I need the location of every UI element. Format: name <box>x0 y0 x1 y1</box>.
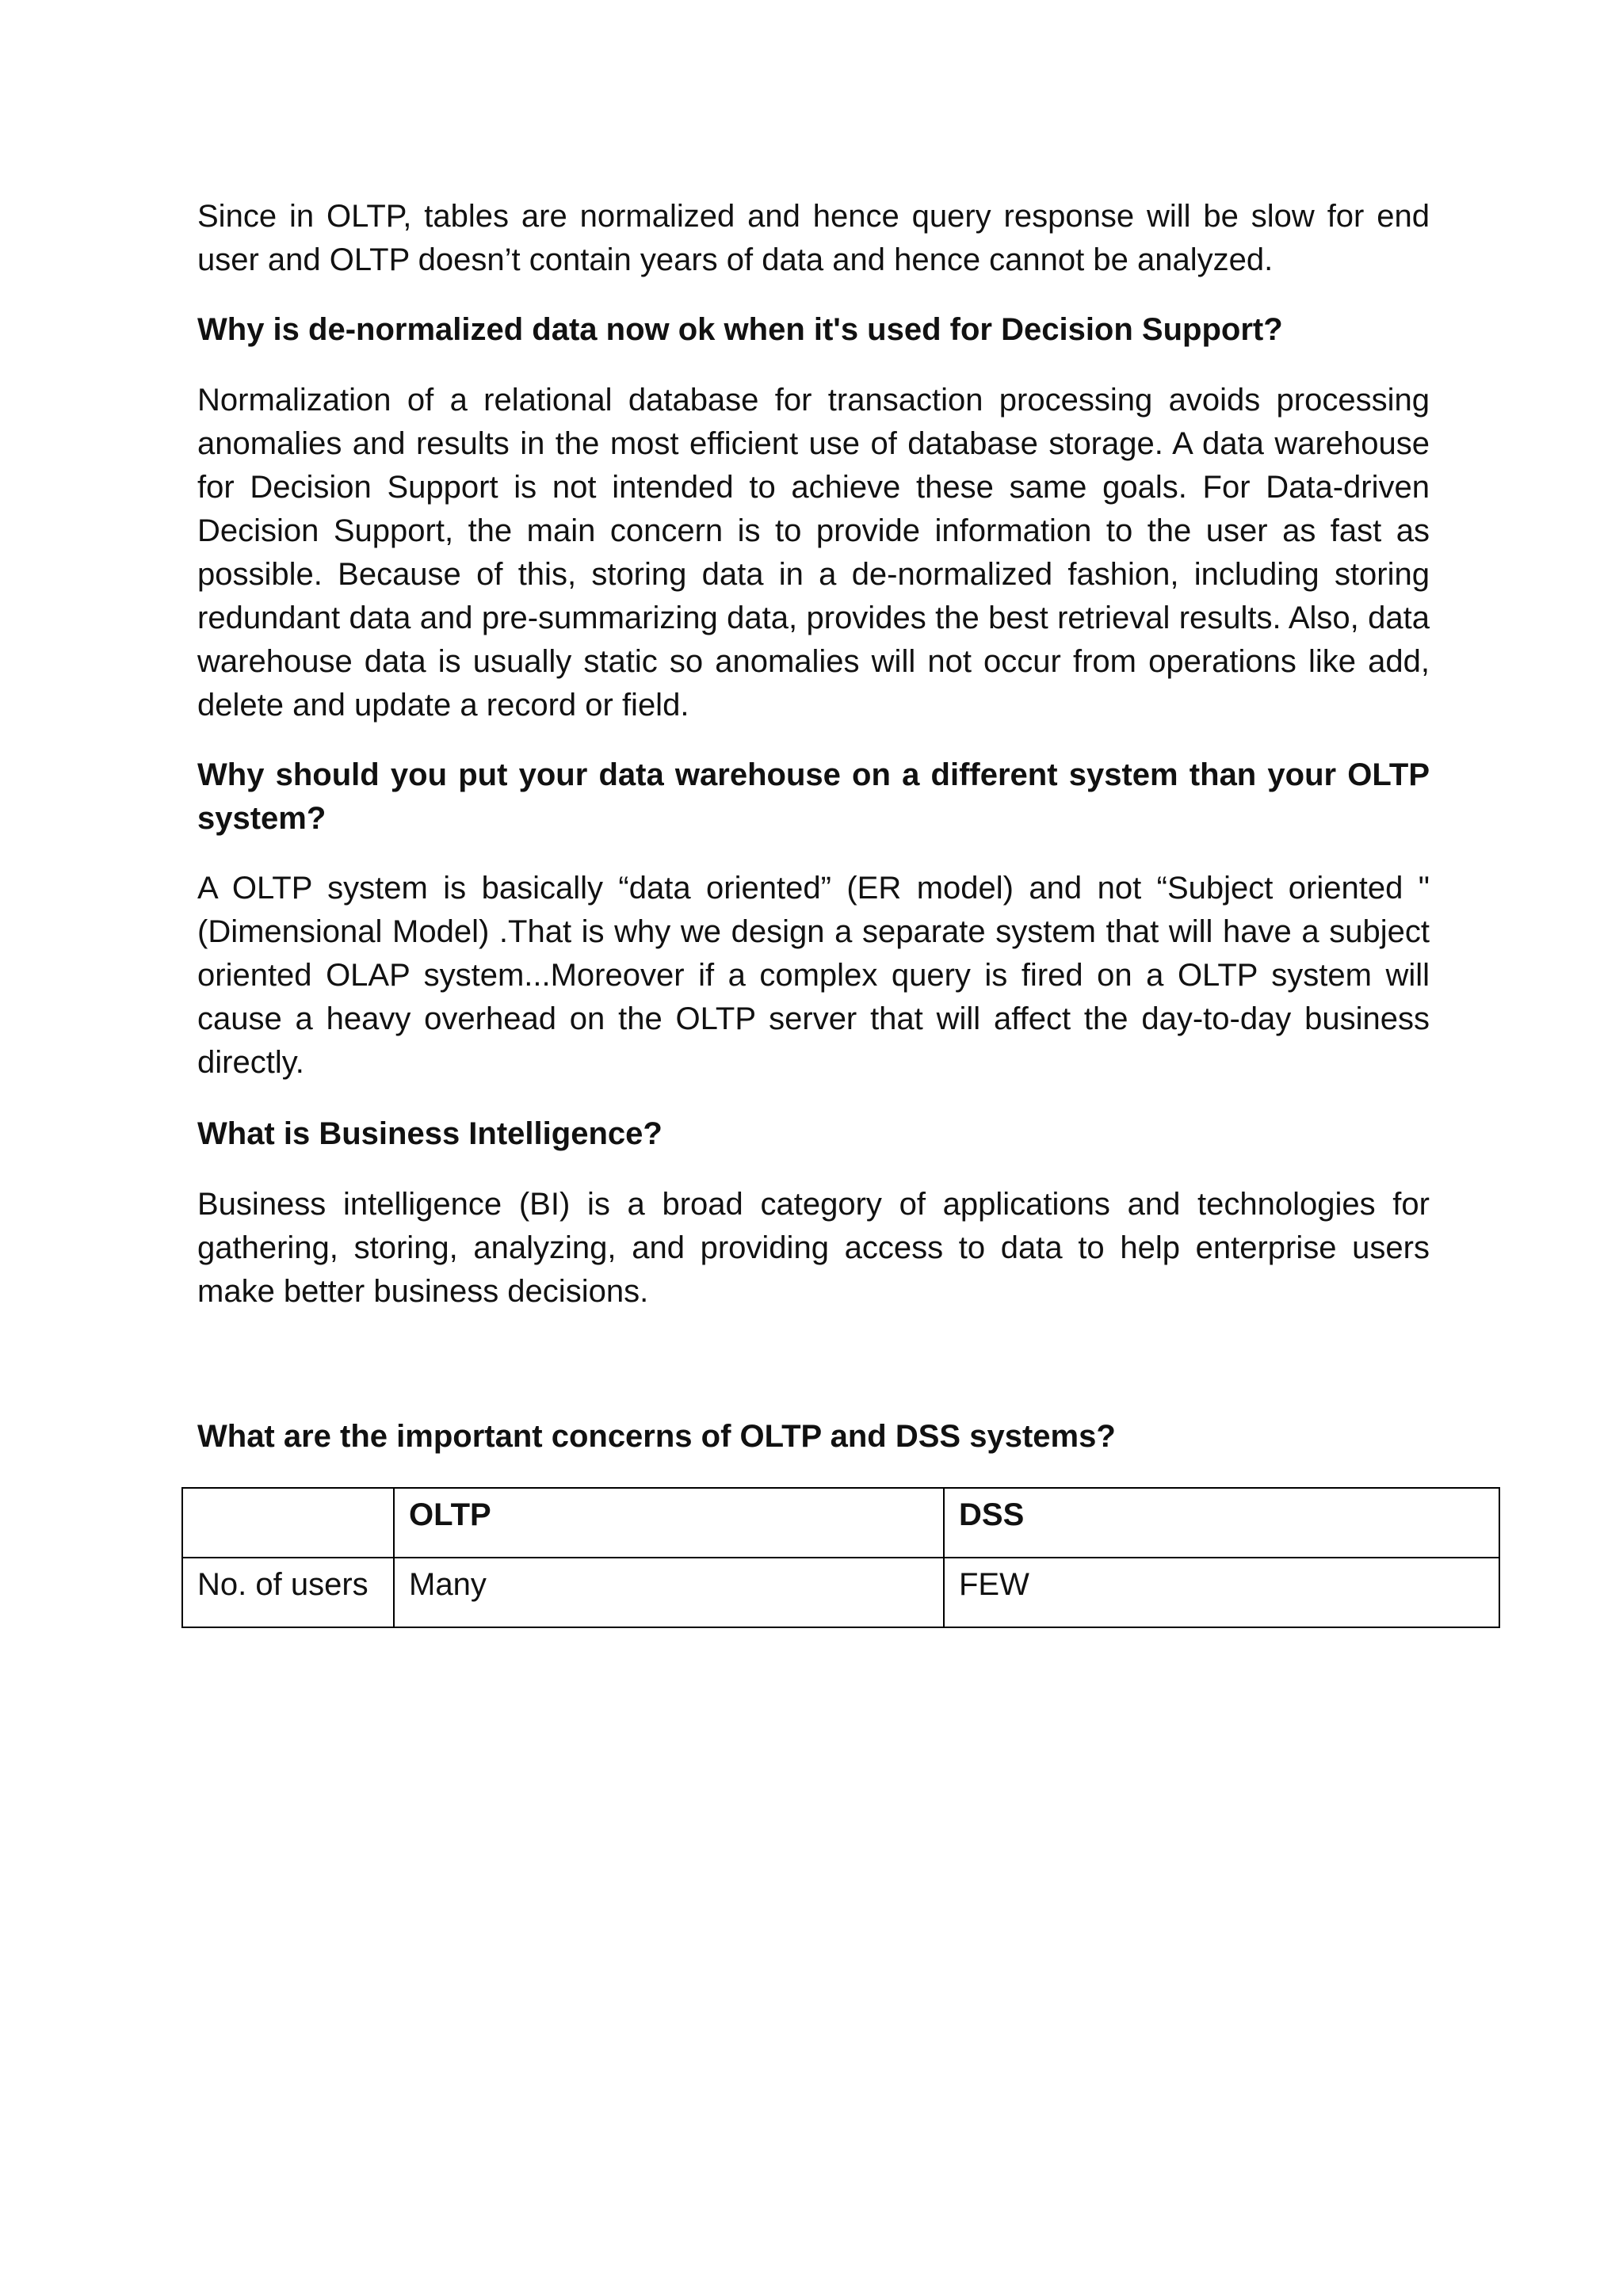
concerns-table <box>181 1487 1500 1628</box>
table-header-oltp: OLTP <box>394 1488 944 1558</box>
table-cell-oltp: Many <box>394 1558 944 1627</box>
table-row <box>182 1558 1499 1627</box>
question-bi-heading: What is Business Intelligence? <box>197 1116 663 1151</box>
question-concerns-heading: What are the important concerns of OLTP and DSS systems? <box>197 1419 1116 1454</box>
table-header-row <box>182 1488 1499 1558</box>
table-cell-dss: FEW <box>944 1558 1499 1627</box>
table-row-label: No. of users <box>182 1558 394 1627</box>
answer-denormalized-paragraph: Normalization of a relational database for transaction processing avoids processing anomalies and results in the most efficient use of database storage. A data warehouse for Decision Support is not intended to achieve these same goals. For Data-driven Decision Support, the main concern is to provide information to the user as fast as possible. Because of this, storing data in a de-normalized fashion, including storing redundant data and pre-summarizing data, provides the best retrieval results. Also, data warehouse data is usually static so anomalies will not occur from operations like add, delete and update a record or field. <box>197 383 1430 723</box>
table-header-blank <box>182 1488 394 1558</box>
intro-paragraph: Since in OLTP, tables are normalized and hence query response will be slow for end user and OLTP doesn’t contain years of data and hence cannot be analyzed. <box>197 199 1430 277</box>
question-separate-system-heading: Why should you put your data warehouse on a different system than your OLTP system? <box>197 757 1430 836</box>
answer-separate-system-paragraph: A OLTP system is basically “data oriented” (ER model) and not “Subject oriented "(Dimensional Model) .That is why we design a separate system that will have a subject oriented OLAP system...Moreover if a complex query is fired on a OLTP system will cause a heavy overhead on the OLTP server that will affect the day-to-day business directly. <box>197 871 1430 1080</box>
table-header-dss: DSS <box>944 1488 1499 1558</box>
question-denormalized-heading: Why is de-normalized data now ok when it's used for Decision Support? <box>197 312 1283 347</box>
answer-bi-paragraph: Business intelligence (BI) is a broad category of applications and technologies for gathering, storing, analyzing, and providing access to data to help enterprise users make better business decisions. <box>197 1187 1430 1309</box>
